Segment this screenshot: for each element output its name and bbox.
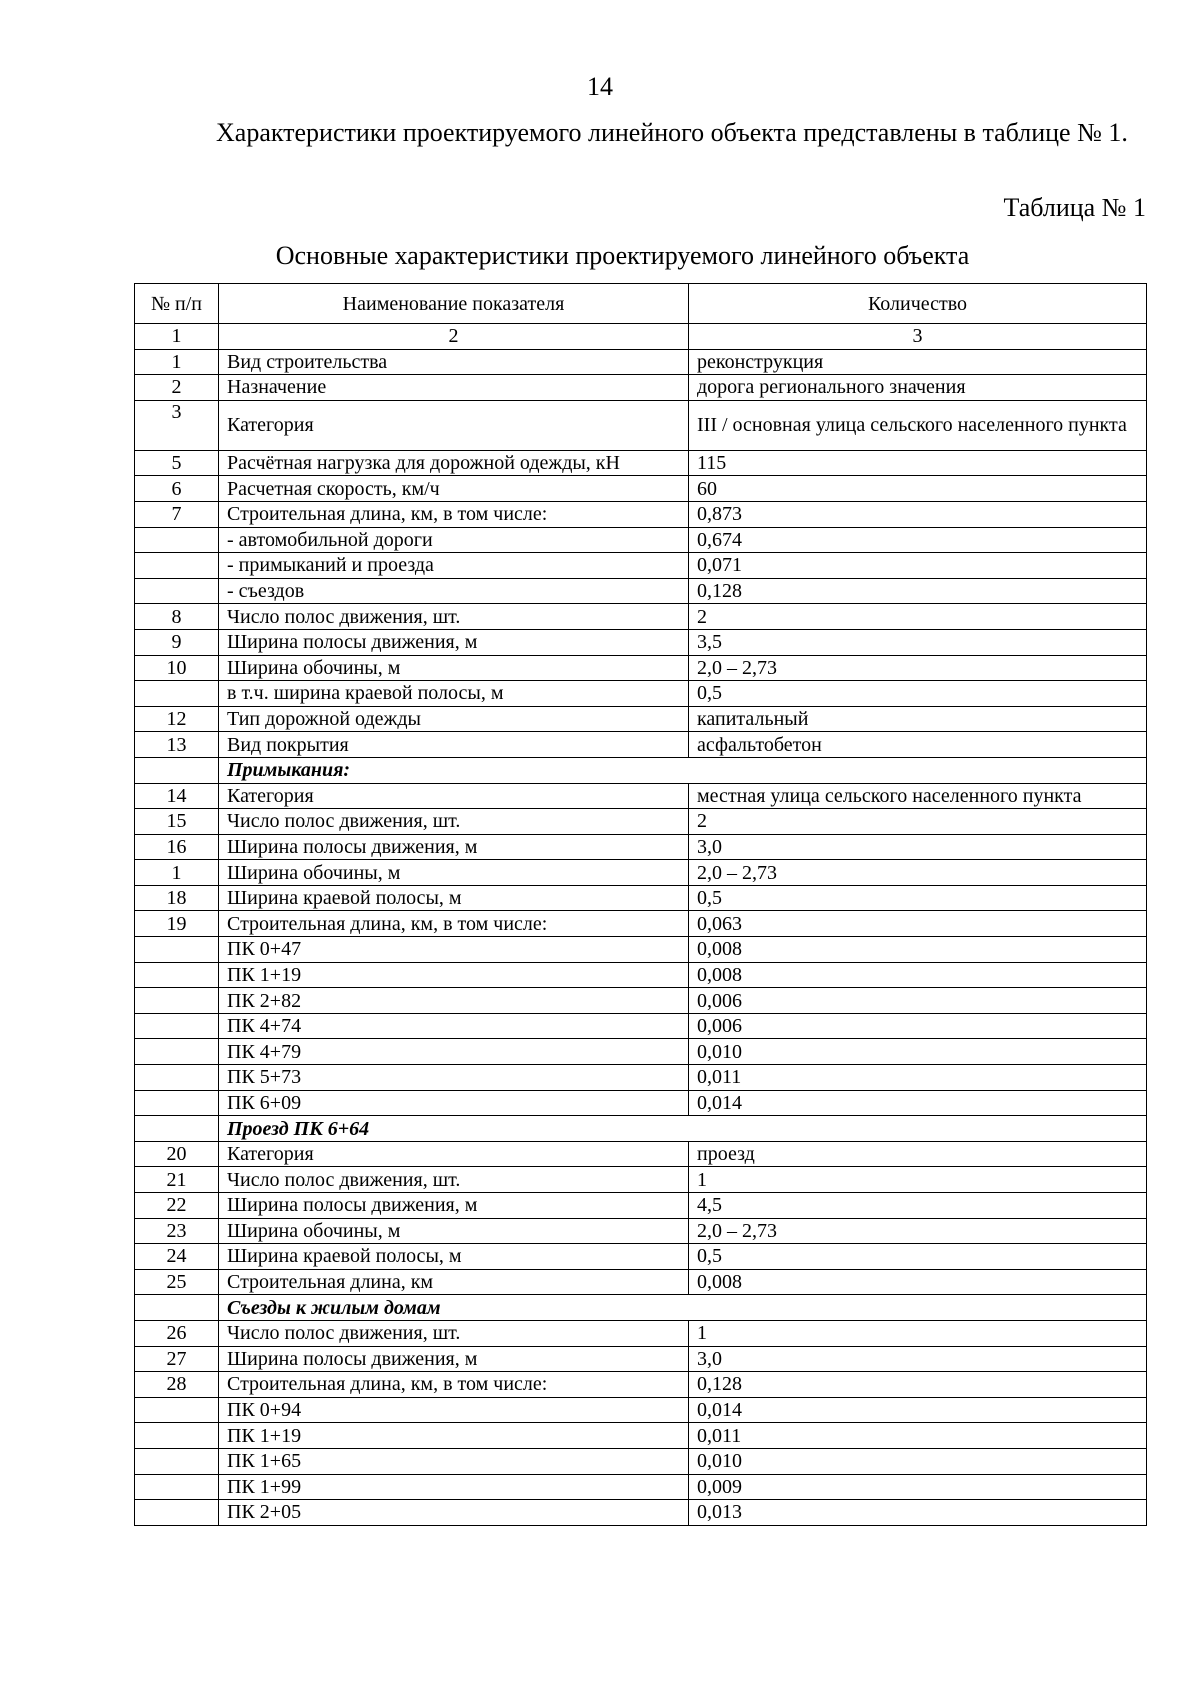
indicator-cell: ПК 0+94 xyxy=(219,1397,689,1423)
table-row xyxy=(135,1039,1147,1065)
indicator-cell: Строительная длина, км, в том числе: xyxy=(219,911,689,937)
indicator-cell: - съездов xyxy=(219,578,689,604)
indicator-cell: ПК 2+05 xyxy=(219,1500,689,1526)
row-number-cell: 19 xyxy=(135,911,219,937)
quantity-cell: 0,128 xyxy=(689,1372,1147,1398)
quantity-cell: 0,873 xyxy=(689,501,1147,527)
table-row xyxy=(135,1269,1147,1295)
quantity-cell: 2 xyxy=(689,604,1147,630)
row-number-cell: 5 xyxy=(135,450,219,476)
row-number-cell: 24 xyxy=(135,1244,219,1270)
indicator-cell: ПК 1+19 xyxy=(219,1423,689,1449)
indicator-cell: Ширина краевой полосы, м xyxy=(219,885,689,911)
indicator-cell: ПК 5+73 xyxy=(219,1065,689,1091)
row-number-cell: 21 xyxy=(135,1167,219,1193)
row-number-cell xyxy=(135,962,219,988)
quantity-cell: 0,5 xyxy=(689,681,1147,707)
quantity-cell: реконструкция xyxy=(689,349,1147,375)
row-number-cell xyxy=(135,1116,219,1142)
indicator-cell: ПК 1+65 xyxy=(219,1448,689,1474)
row-number-cell xyxy=(135,1295,219,1321)
quantity-cell: 3,5 xyxy=(689,629,1147,655)
quantity-cell: 0,008 xyxy=(689,1269,1147,1295)
quantity-cell: 0,008 xyxy=(689,937,1147,963)
table-row xyxy=(135,885,1147,911)
header-indicator: Наименование показателя xyxy=(219,284,689,324)
row-number-cell: 20 xyxy=(135,1141,219,1167)
characteristics-table xyxy=(134,283,1147,1526)
quantity-cell: 3,0 xyxy=(689,1346,1147,1372)
quantity-cell: капитальный xyxy=(689,706,1147,732)
row-number-cell xyxy=(135,681,219,707)
table-index-row xyxy=(135,324,1147,350)
row-number-cell xyxy=(135,578,219,604)
table-number: Таблица № 1 xyxy=(1003,193,1146,222)
row-number-cell: 16 xyxy=(135,834,219,860)
indicator-cell: ПК 4+79 xyxy=(219,1039,689,1065)
row-number-cell xyxy=(135,937,219,963)
row-number-cell: 25 xyxy=(135,1269,219,1295)
table-row xyxy=(135,1141,1147,1167)
table-row xyxy=(135,604,1147,630)
section-heading-cell: Съезды к жилым домам xyxy=(219,1295,1147,1321)
quantity-cell: 0,010 xyxy=(689,1039,1147,1065)
table-row xyxy=(135,937,1147,963)
row-number-cell: 1 xyxy=(135,349,219,375)
quantity-cell: 60 xyxy=(689,476,1147,502)
quantity-cell: асфальтобетон xyxy=(689,732,1147,758)
table-row xyxy=(135,1167,1147,1193)
indicator-cell: в т.ч. ширина краевой полосы, м xyxy=(219,681,689,707)
row-number-cell: 1 xyxy=(135,860,219,886)
row-number-cell: 3 xyxy=(135,400,219,450)
table-row xyxy=(135,1193,1147,1219)
table-row xyxy=(135,1013,1147,1039)
table-row xyxy=(135,1244,1147,1270)
indicator-cell: Число полос движения, шт. xyxy=(219,604,689,630)
header-quantity: Количество xyxy=(689,284,1147,324)
row-number-cell: 14 xyxy=(135,783,219,809)
quantity-cell: 0,014 xyxy=(689,1090,1147,1116)
table-row xyxy=(135,1372,1147,1398)
table-row xyxy=(135,527,1147,553)
header-number: № п/п xyxy=(135,284,219,324)
index-cell: 3 xyxy=(689,324,1147,350)
table-row xyxy=(135,349,1147,375)
table-header-row xyxy=(135,284,1147,324)
quantity-cell: 0,674 xyxy=(689,527,1147,553)
row-number-cell: 28 xyxy=(135,1372,219,1398)
table-row xyxy=(135,809,1147,835)
indicator-cell: Категория xyxy=(219,1141,689,1167)
indicator-cell: Расчетная скорость, км/ч xyxy=(219,476,689,502)
table-row xyxy=(135,1320,1147,1346)
row-number-cell xyxy=(135,757,219,783)
quantity-cell: 2,0 – 2,73 xyxy=(689,860,1147,886)
indicator-cell: Число полос движения, шт. xyxy=(219,809,689,835)
row-number-cell: 13 xyxy=(135,732,219,758)
table-row xyxy=(135,1065,1147,1091)
indicator-cell: Ширина обочины, м xyxy=(219,1218,689,1244)
table-row xyxy=(135,375,1147,401)
table-row xyxy=(135,476,1147,502)
quantity-cell: 0,008 xyxy=(689,962,1147,988)
indicator-cell: - автомобильной дороги xyxy=(219,527,689,553)
quantity-cell: 0,010 xyxy=(689,1448,1147,1474)
indicator-cell: Вид покрытия xyxy=(219,732,689,758)
table-row xyxy=(135,911,1147,937)
quantity-cell: 4,5 xyxy=(689,1193,1147,1219)
table-title: Основные характеристики проектируемого линейного объекта xyxy=(275,241,970,270)
row-number-cell xyxy=(135,988,219,1014)
table-row xyxy=(135,1218,1147,1244)
table-row xyxy=(135,834,1147,860)
indicator-cell: Строительная длина, км xyxy=(219,1269,689,1295)
quantity-cell: 2,0 – 2,73 xyxy=(689,1218,1147,1244)
table-row xyxy=(135,578,1147,604)
quantity-cell: 1 xyxy=(689,1320,1147,1346)
table-row xyxy=(135,553,1147,579)
table-row xyxy=(135,860,1147,886)
row-number-cell: 27 xyxy=(135,1346,219,1372)
table-row xyxy=(135,1500,1147,1526)
section-heading-cell: Примыкания: xyxy=(219,757,1147,783)
table-row xyxy=(135,962,1147,988)
indicator-cell: Ширина обочины, м xyxy=(219,655,689,681)
quantity-cell: дорога регионального значения xyxy=(689,375,1147,401)
table-row xyxy=(135,681,1147,707)
quantity-cell: 3,0 xyxy=(689,834,1147,860)
row-number-cell xyxy=(135,1065,219,1091)
table-row xyxy=(135,1090,1147,1116)
row-number-cell: 12 xyxy=(135,706,219,732)
table-row xyxy=(135,1423,1147,1449)
row-number-cell: 7 xyxy=(135,501,219,527)
indicator-cell: Тип дорожной одежды xyxy=(219,706,689,732)
table-section-row xyxy=(135,757,1147,783)
row-number-cell xyxy=(135,1500,219,1526)
indicator-cell: Категория xyxy=(219,783,689,809)
quantity-cell: 0,009 xyxy=(689,1474,1147,1500)
table-row xyxy=(135,1346,1147,1372)
quantity-cell: 0,011 xyxy=(689,1423,1147,1449)
row-number-cell: 9 xyxy=(135,629,219,655)
indicator-cell: Ширина полосы движения, м xyxy=(219,1346,689,1372)
row-number-cell xyxy=(135,527,219,553)
indicator-cell: ПК 1+19 xyxy=(219,962,689,988)
table-row xyxy=(135,1448,1147,1474)
quantity-cell: 0,5 xyxy=(689,1244,1147,1270)
table-row xyxy=(135,732,1147,758)
row-number-cell: 2 xyxy=(135,375,219,401)
row-number-cell xyxy=(135,553,219,579)
row-number-cell xyxy=(135,1090,219,1116)
indicator-cell: Ширина полосы движения, м xyxy=(219,1193,689,1219)
row-number-cell: 6 xyxy=(135,476,219,502)
table-row xyxy=(135,783,1147,809)
row-number-cell: 15 xyxy=(135,809,219,835)
index-cell: 2 xyxy=(219,324,689,350)
row-number-cell: 18 xyxy=(135,885,219,911)
indicator-cell: Число полос движения, шт. xyxy=(219,1167,689,1193)
row-number-cell: 10 xyxy=(135,655,219,681)
table-row xyxy=(135,706,1147,732)
row-number-cell: 8 xyxy=(135,604,219,630)
indicator-cell: ПК 1+99 xyxy=(219,1474,689,1500)
indicator-cell: Ширина краевой полосы, м xyxy=(219,1244,689,1270)
table-row xyxy=(135,501,1147,527)
table-row xyxy=(135,1474,1147,1500)
intro-paragraph: Характеристики проектируемого линейного объекта представлены в таблице № 1. xyxy=(216,118,1128,147)
quantity-cell: 0,006 xyxy=(689,1013,1147,1039)
table-row xyxy=(135,988,1147,1014)
quantity-cell: 0,011 xyxy=(689,1065,1147,1091)
quantity-cell: 0,5 xyxy=(689,885,1147,911)
row-number-cell xyxy=(135,1474,219,1500)
section-heading-cell: Проезд ПК 6+64 xyxy=(219,1116,1147,1142)
indicator-cell: Расчётная нагрузка для дорожной одежды, кН xyxy=(219,450,689,476)
quantity-cell: 0,013 xyxy=(689,1500,1147,1526)
indicator-cell: Ширина обочины, м xyxy=(219,860,689,886)
row-number-cell xyxy=(135,1397,219,1423)
indicator-cell: Число полос движения, шт. xyxy=(219,1320,689,1346)
table-row xyxy=(135,629,1147,655)
indicator-cell: Строительная длина, км, в том числе: xyxy=(219,501,689,527)
table-row xyxy=(135,450,1147,476)
indicator-cell: Назначение xyxy=(219,375,689,401)
table-row xyxy=(135,1397,1147,1423)
quantity-cell: 115 xyxy=(689,450,1147,476)
indicator-cell: Ширина полосы движения, м xyxy=(219,834,689,860)
indicator-cell: ПК 4+74 xyxy=(219,1013,689,1039)
quantity-cell: 0,014 xyxy=(689,1397,1147,1423)
table-section-row xyxy=(135,1295,1147,1321)
quantity-cell: 2,0 – 2,73 xyxy=(689,655,1147,681)
row-number-cell xyxy=(135,1423,219,1449)
quantity-cell: 0,071 xyxy=(689,553,1147,579)
quantity-cell: 0,063 xyxy=(689,911,1147,937)
indicator-cell: ПК 2+82 xyxy=(219,988,689,1014)
quantity-cell: III / основная улица сельского населенного пункта xyxy=(689,400,1147,450)
indicator-cell: ПК 0+47 xyxy=(219,937,689,963)
indicator-cell: Вид строительства xyxy=(219,349,689,375)
quantity-cell: 0,128 xyxy=(689,578,1147,604)
row-number-cell: 22 xyxy=(135,1193,219,1219)
row-number-cell: 23 xyxy=(135,1218,219,1244)
quantity-cell: 2 xyxy=(689,809,1147,835)
row-number-cell xyxy=(135,1448,219,1474)
quantity-cell: 1 xyxy=(689,1167,1147,1193)
indicator-cell: Категория xyxy=(219,400,689,450)
indicator-cell: ПК 6+09 xyxy=(219,1090,689,1116)
page-number: 14 xyxy=(587,72,613,101)
row-number-cell xyxy=(135,1013,219,1039)
indicator-cell: Ширина полосы движения, м xyxy=(219,629,689,655)
table-row xyxy=(135,655,1147,681)
row-number-cell: 26 xyxy=(135,1320,219,1346)
table-section-row xyxy=(135,1116,1147,1142)
indicator-cell: Строительная длина, км, в том числе: xyxy=(219,1372,689,1398)
quantity-cell: местная улица сельского населенного пункта xyxy=(689,783,1147,809)
row-number-cell xyxy=(135,1039,219,1065)
quantity-cell: проезд xyxy=(689,1141,1147,1167)
table-row xyxy=(135,400,1147,450)
quantity-cell: 0,006 xyxy=(689,988,1147,1014)
index-cell: 1 xyxy=(135,324,219,350)
indicator-cell: - примыканий и проезда xyxy=(219,553,689,579)
